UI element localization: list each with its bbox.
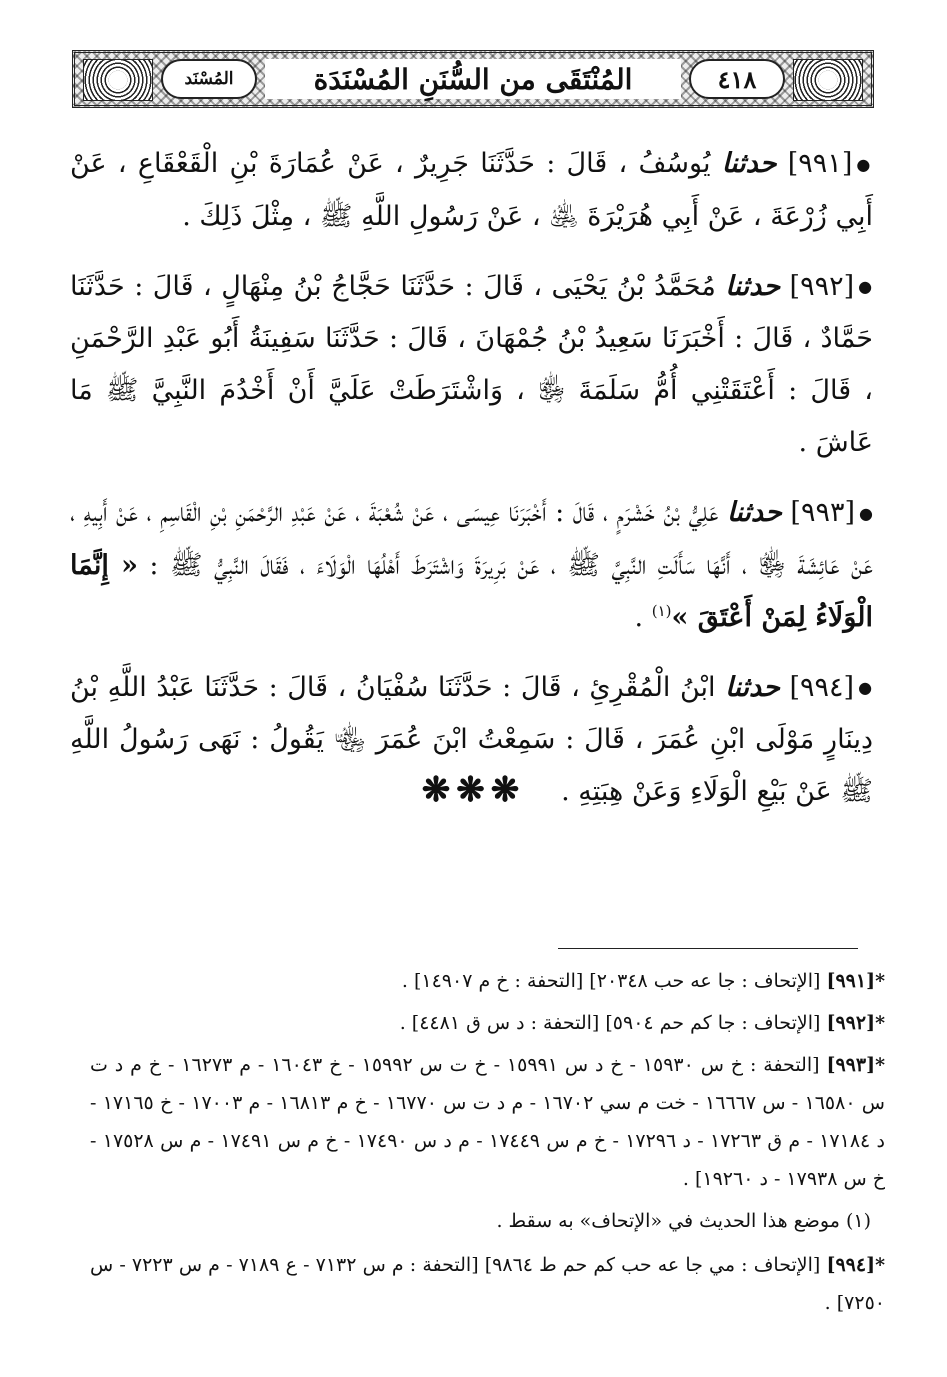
footnote-text: [الإتحاف : جا عه حب ٢٠٣٤٨] [التحفة : خ م ١٤٩٠٧] .: [401, 970, 821, 992]
footnote-note-text: (١) موضع هذا الحديث في «الإتحاف» به سقط .: [496, 1210, 871, 1232]
hadith-number: [٩٩١]: [787, 148, 853, 179]
footnote-number: [٩٩٣]: [826, 1054, 876, 1076]
footnote-text: [التحفة : خ س ١٥٩٣٠ - خ د س ١٥٩٩١ - خ ت س ١٥٩٩٢ - خ ١٦٠٤٣ - م ١٦٢٧٣ - خ م د ت س ١٦٥٨٠ - س ١٦٦٦٧ - خت م سي ١٦٧٠٢ - م د ت س ١٦٧٧٠ - خ م ١٦٨١٣ - م ١٧٠٠٣ - خ ١٧١٦٥ - د ١٧١٨٤ - م ق ١٧٢٦٣ - د ١٧٢٩٦ - خ م س ١٧٤٤٩ - م د س ١٧٤٩٠ - خ م س ١٧٤٩١ - م س ١٧٥٢٨ - خ س ١٧٩٣٨ - د ١٩٢٦٠] .: [90, 1054, 885, 1190]
bullet-icon: ●: [858, 678, 873, 697]
footnote-number: [٩٩١]: [826, 970, 876, 992]
hadith-991: [70, 138, 877, 243]
hadith-number: [٩٩٤]: [789, 671, 855, 703]
bullet-icon: ●: [858, 277, 874, 296]
footnote-text: [الإتحاف : مي جا عه حب كم حم ط ٩٨٦٤] [التحفة : م س ٧١٣٢ - ع ٧١٨٩ - م س ٧٢٢٣ - س ٧٢٥٠] .: [90, 1254, 885, 1314]
footnote-number: [٩٩٢]: [826, 1012, 876, 1034]
hadith-993: [70, 487, 877, 644]
footnote-text: [الإتحاف : جا كم حم ٥٩٠٤] [التحفة : د س ق ٤٤٨١] .: [399, 1012, 821, 1034]
footnote-star: *: [875, 970, 885, 992]
footnote-divider: [558, 948, 858, 949]
book-title: المُنْتَقَى من السُّنَنِ المُسْنَدَة: [265, 59, 681, 99]
page-header: [72, 50, 874, 108]
footnote-994: [90, 1246, 885, 1322]
footnote-star: *: [875, 1054, 886, 1076]
prophetic-quote: « إِنَّمَا الْوَلَاءُ لِمَنْ أَعْتَقَ »: [70, 549, 873, 633]
series-logo-text: المُسْنَد: [184, 69, 234, 89]
hadith-text: عَلِيُّ بْنُ خَشْرَمٍ ، قَالَ : أَخْبَرَنَا عِيسَى ، عَنْ شُعْبَةَ ، عَنْ عَبْدِ الرَّحْمَنِ بْنِ الْقَاسِمِ ، عَنْ أَبِيهِ ، عَنْ عَائِشَةَ ﵂ ، أَنَّهَا سَأَلَتِ النَّبِيَّ ﷺ ، عَنْ بَرِيرَةَ وَاشْتَرَطَ أَهْلُهَا الْوَلَاءَ ، فَقَالَ النَّبِيُّ ﷺ :: [70, 497, 873, 581]
bullet-icon: ●: [859, 503, 873, 523]
hadatha-word: حدثنا: [725, 270, 781, 302]
footnote-star: *: [875, 1012, 885, 1034]
hadatha-word: حدثنا: [725, 671, 780, 703]
footnote-991: [90, 962, 885, 1000]
hadith-list: [70, 138, 877, 836]
hadith-text: مُحَمَّدُ بْنُ يَحْيَى ، قَالَ : حَدَّثَنَا حَجَّاجُ بْنُ مِنْهَالٍ ، قَالَ : حَدَّثَنَا حَمَّادٌ ، قَالَ : أَخْبَرَنَا سَعِيدُ بْنُ جُمْهَانَ ، قَالَ : حَدَّثَنَا سَفِينَةُ أَبُو عَبْدِ الرَّحْمَنِ ، قَالَ : أَعْتَقَتْنِي أُمُّ سَلَمَةَ ﵂ ، وَاشْتَرَطَتْ عَلَيَّ أَنْ أَخْدُمَ النَّبِيَّ ﷺ مَا عَاشَ .: [70, 270, 873, 458]
footnotes: [90, 962, 885, 1326]
page-number-box: [689, 59, 785, 99]
hadith-992: [70, 261, 877, 470]
hadith-number: [٩٩٢]: [789, 270, 855, 302]
page-number: ٤١٨: [717, 64, 757, 94]
header-ornament-left: [83, 59, 153, 101]
hadith-end: .: [634, 601, 652, 633]
bullet-icon: ●: [856, 154, 873, 174]
hadith-text: يُوسُفُ ، قَالَ : حَدَّثَنَا جَرِيرٌ ، عَنْ عُمَارَةَ بْنِ الْقَعْقَاعِ ، عَنْ أَبِي زُرْعَةَ ، عَنْ أَبِي هُرَيْرَةَ ﵁ ، عَنْ رَسُولِ اللَّهِ ﷺ ، مِثْلَ ذَلِكَ .: [70, 148, 873, 232]
footnote-992: [90, 1004, 885, 1042]
footnote-note-1: [90, 1202, 885, 1240]
footnote-reference[interactable]: (١): [651, 601, 672, 620]
footnote-number: [٩٩٤]: [826, 1254, 876, 1276]
hadith-number: [٩٩٣]: [790, 497, 856, 528]
footnote-993: [90, 1046, 885, 1198]
series-logo: [161, 59, 257, 99]
hadatha-word: حدثنا: [727, 497, 782, 528]
footnote-star: *: [875, 1254, 885, 1276]
hadatha-word: حدثنا: [721, 148, 777, 179]
section-separator: ❋❋❋: [421, 770, 526, 810]
header-ornament-right: [793, 59, 863, 101]
hadith-text: ابْنُ الْمُقْرِئِ ، قَالَ : حَدَّثَنَا سُفْيَانُ ، قَالَ : حَدَّثَنَا عَبْدُ اللَّهِ بْنُ دِينَارٍ مَوْلَى ابْنِ عُمَرَ ، قَالَ : سَمِعْتُ ابْنَ عُمَرَ ﵄ يَقُولُ : نَهَى رَسُولُ اللَّهِ ﷺ عَنْ بَيْعِ الْوَلَاءِ وَعَنْ هِبَتِهِ .: [70, 671, 873, 807]
